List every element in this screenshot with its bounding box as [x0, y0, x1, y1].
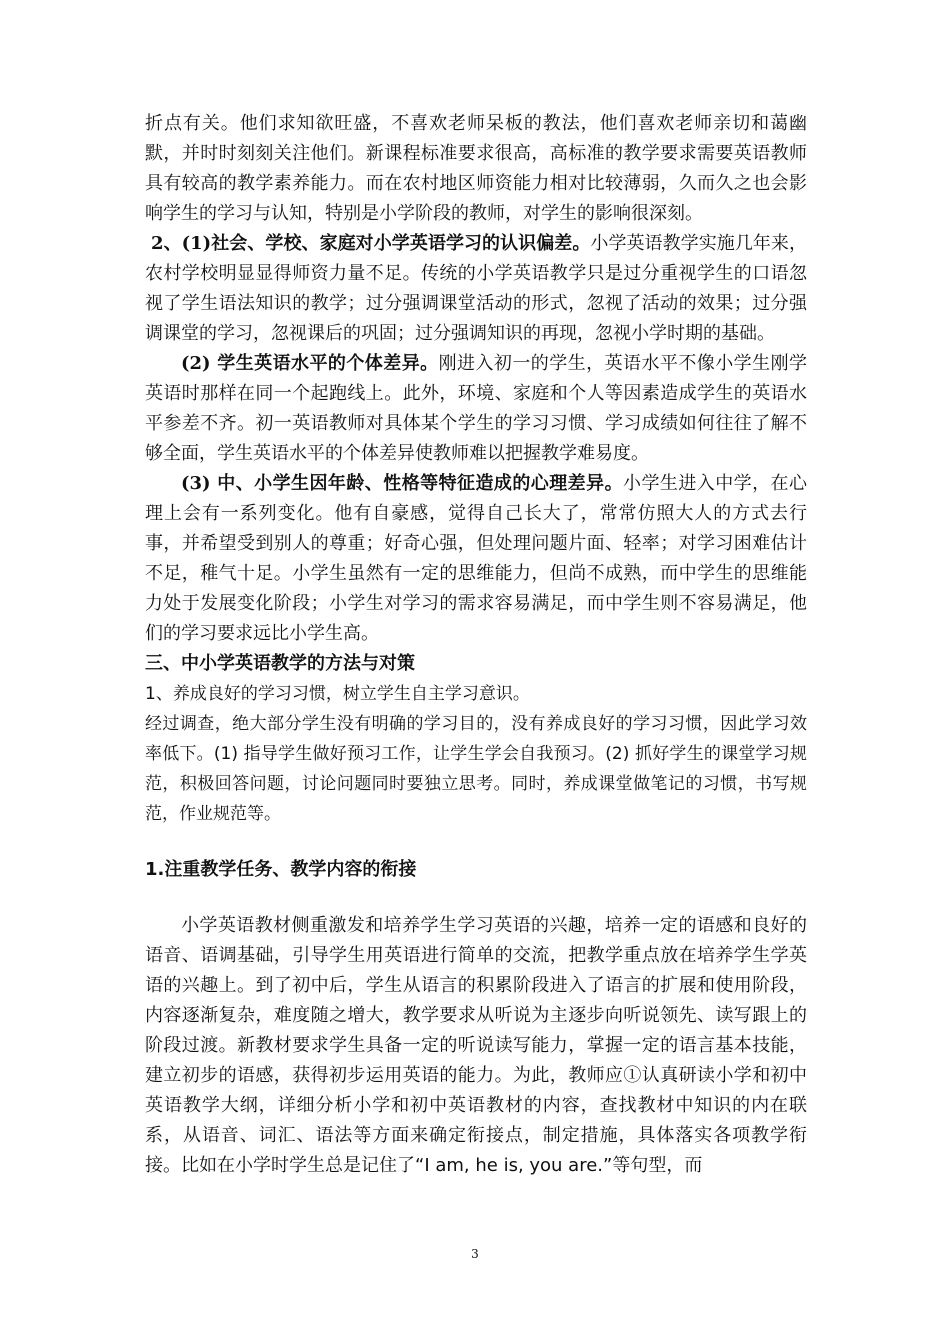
- section-heading-3: 三、中小学英语教学的方法与对策: [145, 653, 415, 674]
- paragraph-3-text: 刚进入初一的学生，英语水平不像小学生刚学英语时那样在同一个起跑线上。此外，环境、家庭和个人等因素造成学生的英语水平参差不齐。初一英语教师对具体某个学生的学习习惯、学习成绩如何往往了解不够全面，学生英语水平的个体差异使教师难以把握教学难易度。: [145, 353, 808, 464]
- paragraph-3: [145, 349, 807, 469]
- paragraph-1: 折点有关。他们求知欲旺盛，不喜欢老师呆板的教法，他们喜欢老师亲切和蔼幽默，并时时刻刻关注他们。新课程标准要求很高，高标准的教学要求需要英语教师具有较高的教学素养能力。而在农村地区师资能力相对比较薄弱，久而久之也会影响学生的学习与认知，特别是小学阶段的教师，对学生的影响很深刻。: [145, 113, 807, 224]
- paragraph-4-text: 小学生进入中学，在心理上会有一系列变化。他有自豪感，觉得自己长大了，常常仿照大人的方式去行事，并希望受到别人的尊重；好奇心强，但处理问题片面、轻率；对学习困难估计不足，稚气十足。小学生虽然有一定的思维能力，但尚不成熟，而中学生的思维能力处于发展变化阶段；小学生对学习的需求容易满足，而中学生则不容易满足，他们的学习要求远比小学生高。: [145, 473, 808, 644]
- paragraph-6-text: 小学英语教材侧重激发和培养学生学习英语的兴趣，培养一定的语感和良好的语音、语调基础，引导学生用英语进行简单的交流，把教学重点放在培养学生学英语的兴趣上。到了初中后，学生从语言的积累阶段进入了语言的扩展和使用阶段，内容逐渐复杂，难度随之增大，教学要求从听说为主逐步向听说领先、读写跟上的阶段过渡。新教材要求学生具备一定的听说读写能力，掌握一定的语言基本技能，建立初步的语感，获得初步运用英语的能力。为此，教师应①认真研读小学和初中英语教学大纲，详细分析小学和初中英语教材的内容，查找教材中知识的内在联系，从语音、词汇、语法等方面来确定衔接点，制定措施，具体落实各项教学衔接。比如在小学时学生总是记住了: [145, 915, 807, 1176]
- paragraph-3-heading: (2) 学生英语水平的个体差异。: [181, 353, 439, 374]
- document-body: [145, 109, 807, 1181]
- page-number: 3: [471, 1247, 479, 1261]
- paragraph-2-heading: 2、(1)社会、学校、家庭对小学英语学习的认识偏差。: [151, 233, 591, 254]
- paragraph-5: 经过调查，绝大部分学生没有明确的学习目的，没有养成良好的学习习惯，因此学习效率低下。(1) 指导学生做好预习工作，让学生学会自我预习。(2) 抓好学生的课堂学习规范，积极回答问题，讨论问题同时要独立思考。同时，养成课堂做笔记的习惯，书写规范，作业规范等。: [145, 714, 807, 824]
- paragraph-4-heading: (3) 中、小学生因年龄、性格等特征造成的心理差异。: [181, 473, 624, 494]
- subheading-1: 1、养成良好的学习习惯，树立学生自主学习意识。: [145, 684, 530, 704]
- paragraph-6-quote: “I am, he is, you are.”: [415, 1155, 613, 1176]
- subsection-heading-1: 1.注重教学任务、教学内容的衔接: [145, 859, 417, 880]
- paragraph-6-tail: 等句型，而: [612, 1155, 703, 1176]
- paragraph-4: [145, 469, 807, 649]
- paragraph-2: [145, 229, 807, 349]
- paragraph-6: [145, 911, 807, 1181]
- paragraph-2-text: 小学英语教学实施几年来，农村学校明显显得师资力量不足。传统的小学英语教学只是过分重视学生的口语忽视了学生语法知识的教学；过分强调课堂活动的形式，忽视了活动的效果；过分强调课堂的学习，忽视课后的巩固；过分强调知识的再现，忽视小学时期的基础。: [145, 233, 807, 344]
